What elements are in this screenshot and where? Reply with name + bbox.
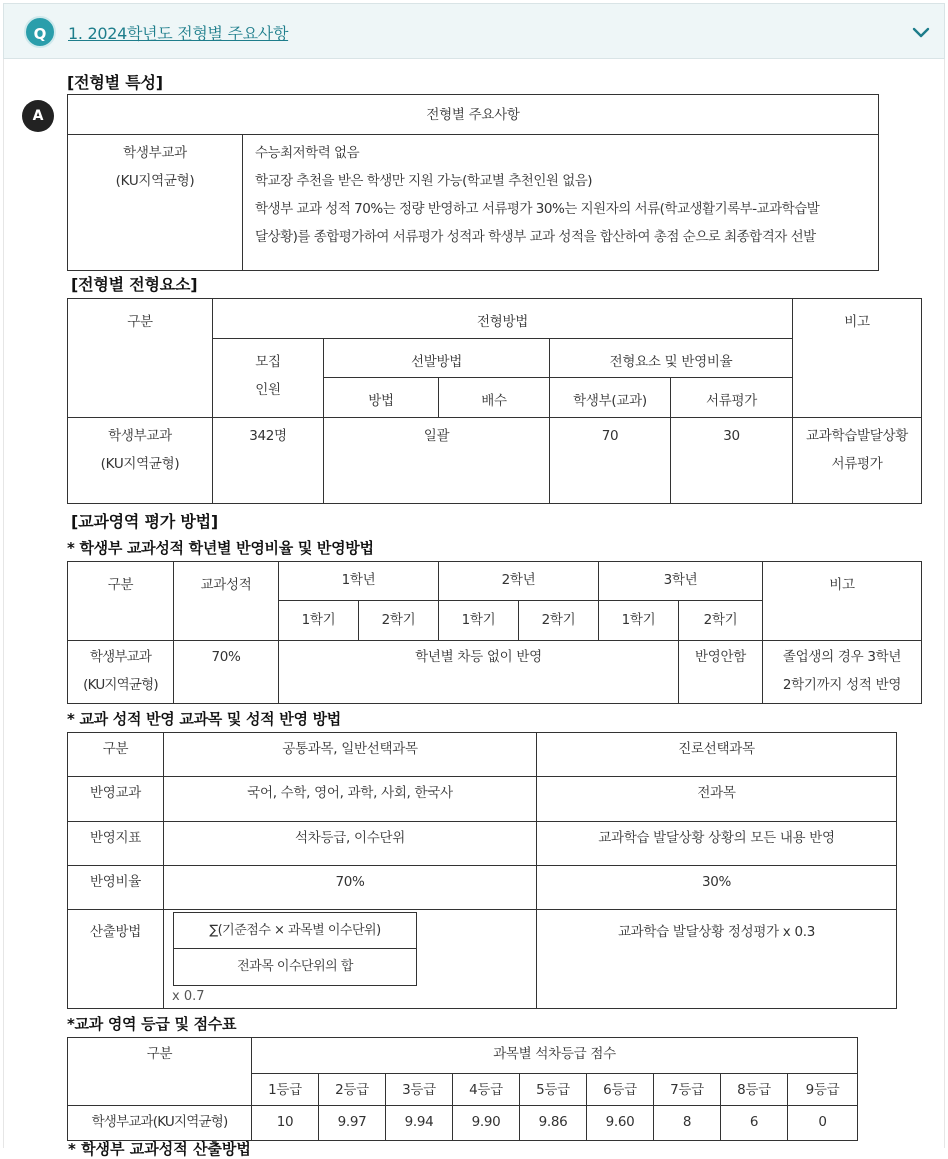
career-value: 교과학습 발달상황 상황의 모든 내용 반영 bbox=[537, 822, 897, 866]
formula-numerator: ∑(기준점수 × 과목별 이수단위) bbox=[174, 913, 416, 949]
doc-ratio: 30 bbox=[671, 418, 793, 504]
row-label: 학생부교과 (KU지역균형) bbox=[68, 641, 174, 704]
row-label: 반영교과 bbox=[68, 777, 164, 822]
grade-method: 학년별 차등 없이 반영 bbox=[279, 641, 679, 704]
recruit-count: 342명 bbox=[213, 418, 324, 504]
header-sem: 2학기 bbox=[519, 601, 599, 641]
subheading-calc-method: * 학생부 교과성적 산출방법 bbox=[68, 1140, 251, 1158]
header-grade: 7등급 bbox=[654, 1074, 721, 1106]
characteristics-table bbox=[67, 94, 879, 271]
header-method: 전형방법 bbox=[213, 299, 793, 339]
grade-score-table bbox=[67, 1037, 858, 1141]
excluded-sem: 반영안함 bbox=[679, 641, 763, 704]
header-sem: 2학기 bbox=[679, 601, 763, 641]
header-career: 진로선택과목 bbox=[537, 733, 897, 777]
common-value: 국어, 수학, 영어, 과학, 사회, 한국사 bbox=[164, 777, 537, 822]
table-title: 전형별 주요사항 bbox=[68, 95, 879, 135]
grade-score: 0 bbox=[788, 1106, 858, 1141]
grade-ratio-table bbox=[67, 561, 922, 704]
section-heading-characteristics: [전형별 특성] bbox=[67, 73, 163, 92]
header-gubun: 구분 bbox=[68, 299, 213, 418]
grade-score: 9.94 bbox=[386, 1106, 453, 1141]
grade-score: 10 bbox=[252, 1106, 319, 1141]
header-grade-2: 2학년 bbox=[439, 562, 599, 601]
question-title-link[interactable]: 1. 2024학년도 전형별 주요사항 bbox=[68, 24, 289, 43]
header-grade: 2등급 bbox=[319, 1074, 386, 1106]
answer-badge: A bbox=[22, 100, 54, 132]
section-heading-evaluation: [교과영역 평가 방법] bbox=[71, 512, 219, 531]
table-row bbox=[68, 866, 897, 910]
header-score: 과목별 석차등급 점수 bbox=[252, 1038, 858, 1074]
table-row bbox=[68, 1106, 858, 1141]
row-label: 반영지표 bbox=[68, 822, 164, 866]
school-ratio: 70 bbox=[550, 418, 671, 504]
header-sem: 1학기 bbox=[439, 601, 519, 641]
header-grade: 3등급 bbox=[386, 1074, 453, 1106]
formula-denominator: 전과목 이수단위의 합 bbox=[237, 959, 353, 974]
header-grade: 4등급 bbox=[453, 1074, 520, 1106]
header-gubun: 구분 bbox=[68, 562, 174, 641]
grade-score: 6 bbox=[721, 1106, 788, 1141]
score-ratio: 70% bbox=[174, 641, 279, 704]
header-school: 학생부(교과) bbox=[550, 378, 671, 418]
header-grade: 6등급 bbox=[587, 1074, 654, 1106]
header-sem: 2학기 bbox=[359, 601, 439, 641]
formula-factor: x 0.7 bbox=[172, 989, 205, 1004]
career-value: 교과학습 발달상황 정성평가 x 0.3 bbox=[537, 910, 897, 1009]
grade-score: 9.86 bbox=[520, 1106, 587, 1141]
grade-score: 8 bbox=[654, 1106, 721, 1141]
row-label: 산출방법 bbox=[68, 910, 164, 1009]
table-row bbox=[68, 418, 922, 504]
header-note: 비고 bbox=[763, 562, 922, 641]
header-grade: 8등급 bbox=[721, 1074, 788, 1106]
row-label: 학생부교과 (KU지역균형) bbox=[68, 418, 213, 504]
chevron-down-icon[interactable] bbox=[910, 21, 932, 43]
header-multiple: 배수 bbox=[439, 378, 550, 418]
formula-fraction bbox=[173, 912, 417, 986]
header-grade-1: 1학년 bbox=[279, 562, 439, 601]
header-gubun: 구분 bbox=[68, 733, 164, 777]
subheading-grade-ratio: * 학생부 교과성적 학년별 반영비율 및 반영방법 bbox=[67, 539, 374, 557]
subheading-grade-table: *교과 영역 등급 및 점수표 bbox=[67, 1015, 237, 1033]
table-row bbox=[68, 777, 897, 822]
row-label: 학생부교과 (KU지역균형) bbox=[68, 135, 243, 271]
header-grade: 1등급 bbox=[252, 1074, 319, 1106]
header-sem: 1학기 bbox=[279, 601, 359, 641]
question-badge: Q bbox=[24, 16, 56, 48]
header-sem: 1학기 bbox=[599, 601, 679, 641]
row-note: 졸업생의 경우 3학년 2학기까지 성적 반영 bbox=[763, 641, 922, 704]
header-selection: 선발방법 bbox=[324, 339, 550, 378]
grade-score: 9.60 bbox=[587, 1106, 654, 1141]
selection-way: 일괄 bbox=[324, 418, 550, 504]
header-elements: 전형요소 및 반영비율 bbox=[550, 339, 793, 378]
grade-score: 9.97 bbox=[319, 1106, 386, 1141]
common-value: 석차등급, 이수단위 bbox=[164, 822, 537, 866]
header-grade-3: 3학년 bbox=[599, 562, 763, 601]
header-recruit: 모집 인원 bbox=[213, 339, 324, 418]
header-note: 비고 bbox=[793, 299, 922, 418]
subheading-subjects: * 교과 성적 반영 교과목 및 성적 반영 방법 bbox=[67, 710, 341, 728]
header-common: 공통과목, 일반선택과목 bbox=[164, 733, 537, 777]
row-label: 반영비율 bbox=[68, 866, 164, 910]
header-score: 교과성적 bbox=[174, 562, 279, 641]
header-grade: 5등급 bbox=[520, 1074, 587, 1106]
career-value: 30% bbox=[537, 866, 897, 910]
characteristics-text: 수능최저학력 없음 학교장 추천을 받은 학생만 지원 가능(학교별 추천인원 없음) 학생부 교과 성적 70%는 정량 반영하고 서류평가 30%는 지원자의 서류(학교생활기록부-교과학습발 달상황)를 종합평가하여 서류평가 성적과 학생부 교과 성적을 합산하여 총점 순으로 최종합격자 선발 bbox=[243, 135, 879, 271]
table-row bbox=[68, 822, 897, 866]
header-way: 방법 bbox=[324, 378, 439, 418]
row-note: 교과학습발달상황 서류평가 bbox=[793, 418, 922, 504]
elements-table bbox=[67, 298, 922, 504]
header-grade: 9등급 bbox=[788, 1074, 858, 1106]
row-label: 학생부교과(KU지역균형) bbox=[68, 1106, 252, 1141]
question-header[interactable] bbox=[3, 3, 945, 59]
career-value: 전과목 bbox=[537, 777, 897, 822]
section-heading-elements: [전형별 전형요소] bbox=[71, 275, 198, 294]
grade-score: 9.90 bbox=[453, 1106, 520, 1141]
header-gubun: 구분 bbox=[68, 1038, 252, 1106]
table-row bbox=[68, 641, 922, 704]
common-value: 70% bbox=[164, 866, 537, 910]
header-doc: 서류평가 bbox=[671, 378, 793, 418]
